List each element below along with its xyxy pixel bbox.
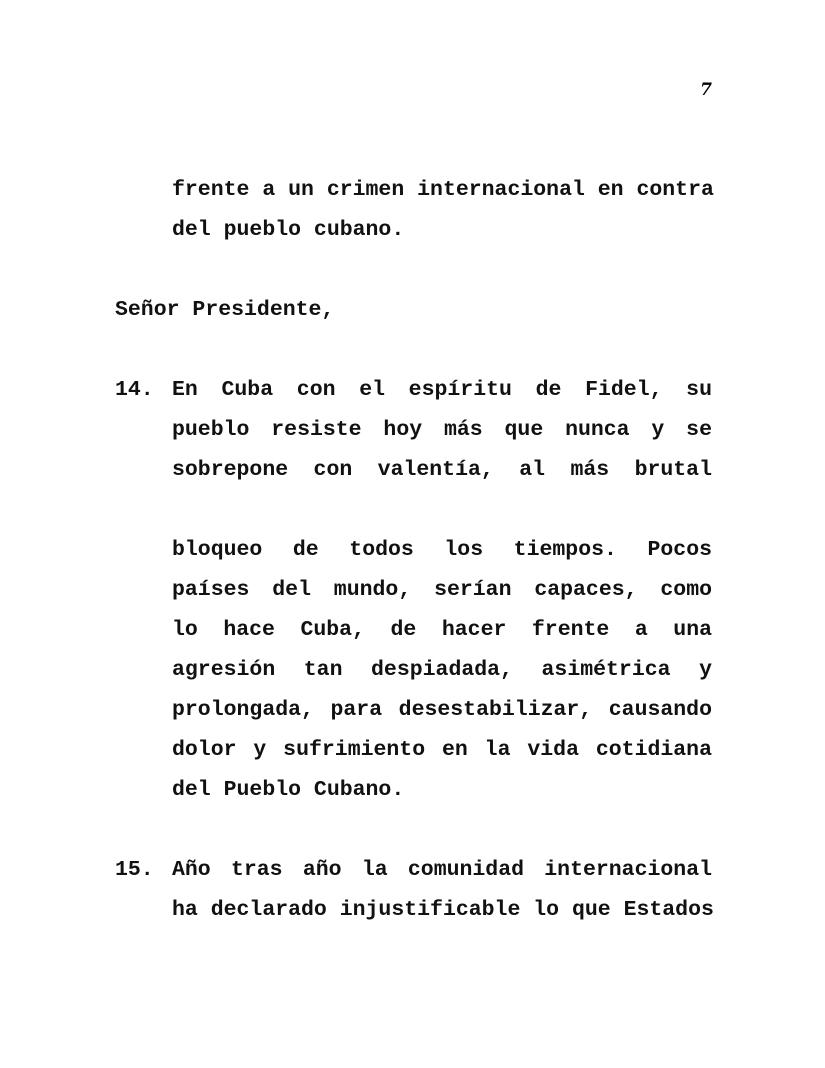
paragraph-number-14: 14. bbox=[115, 378, 154, 402]
text-line: del Pueblo Cubano. bbox=[172, 778, 405, 802]
text-line: En Cuba con el espíritu de Fidel, su bbox=[172, 378, 712, 402]
text-line: frente a un crimen internacional en contra bbox=[172, 178, 714, 202]
text-line: pueblo resiste hoy más que nunca y se bbox=[172, 418, 712, 442]
text-line: ha declarado injustificable lo que Estados bbox=[172, 898, 714, 922]
salutation: Señor Presidente, bbox=[115, 298, 335, 322]
text-line: lo hace Cuba, de hacer frente a una bbox=[172, 618, 712, 642]
text-line: países del mundo, serían capaces, como bbox=[172, 578, 712, 602]
text-line: del pueblo cubano. bbox=[172, 218, 405, 242]
text-line: Año tras año la comunidad internacional bbox=[172, 858, 712, 882]
text-line: dolor y sufrimiento en la vida cotidiana bbox=[172, 738, 712, 762]
text-line: bloqueo de todos los tiempos. Pocos bbox=[172, 538, 712, 562]
text-line: agresión tan despiadada, asimétrica y bbox=[172, 658, 712, 682]
page-number: 7 bbox=[700, 80, 712, 100]
text-line: sobrepone con valentía, al más brutal bbox=[172, 458, 712, 482]
paragraph-number-15: 15. bbox=[115, 858, 154, 882]
text-line: prolongada, para desestabilizar, causando bbox=[172, 698, 712, 722]
